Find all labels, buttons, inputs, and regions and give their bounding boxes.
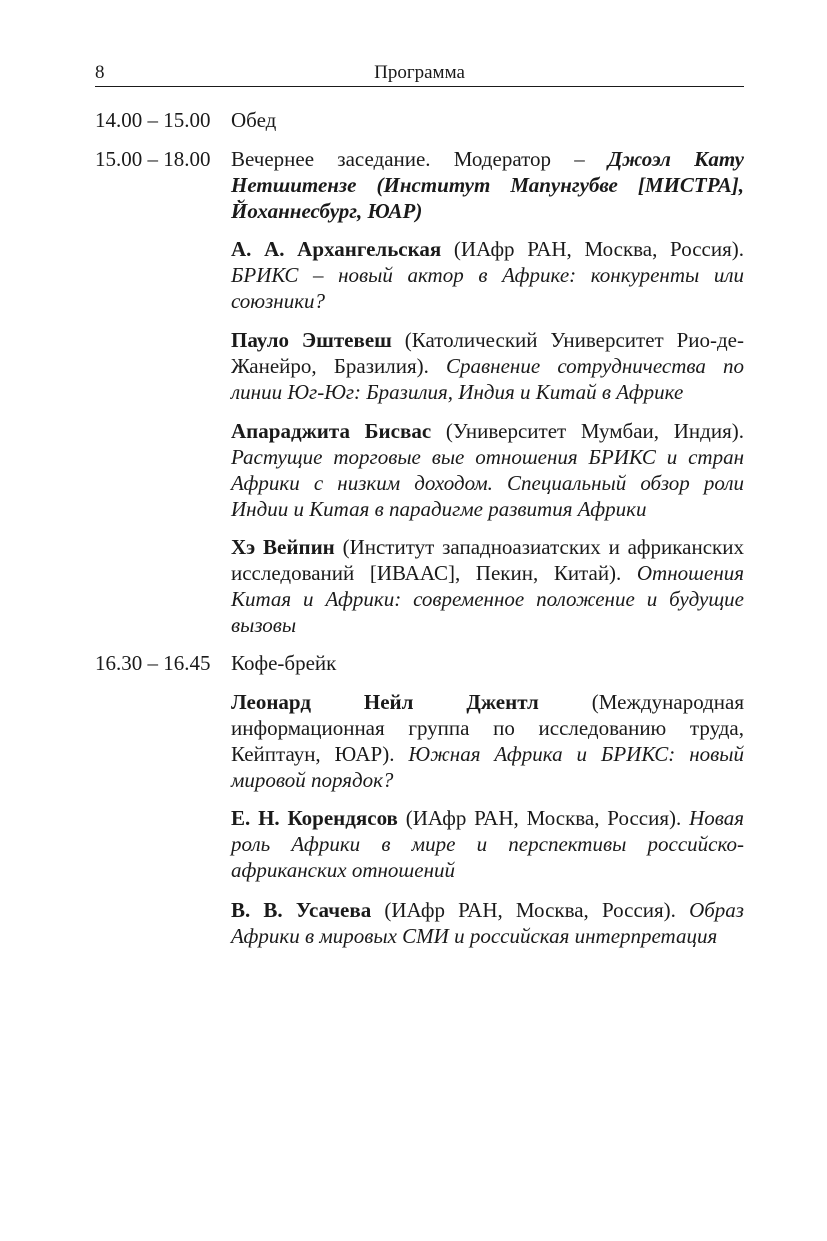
running-title: Программа: [374, 62, 465, 83]
talk-speaker: Е. Н. Корендясов: [231, 806, 398, 830]
talk-title: Образ Африки в мировых СМИ и российская интерпретация: [231, 898, 744, 948]
talk-affiliation: (Международная информационная группа по исследованию труда, Кейптаун, ЮАР).: [231, 690, 744, 766]
talk-affiliation: (ИАфр РАН, Москва, Россия).: [441, 237, 744, 261]
talk-speaker: А. А. Архангельская: [231, 237, 442, 261]
talk-title: Южная Африка и БРИКС: новый мировой порядок?: [231, 742, 744, 792]
talk-entry: [231, 418, 744, 522]
talk-speaker: Апараджита Бисвас: [231, 419, 432, 443]
talk-title: БРИКС – новый актор в Африке: конкуренты или союзники?: [231, 263, 744, 313]
talk-speaker: Хэ Вейпин: [231, 535, 335, 559]
talk-entry: [231, 534, 744, 638]
moderator: Джоэл Кату Нетшитензе (Институт Мапунгубве [МИСТРА], Йоханнесбург, ЮАР): [231, 147, 744, 223]
schedule-time: 16.30 – 16.45: [95, 651, 211, 675]
session-title-prefix: Вечернее заседание. Модератор –: [231, 147, 608, 171]
session-title: [231, 146, 744, 224]
schedule-title: Обед: [231, 108, 277, 132]
talk-entry: [231, 897, 744, 949]
talk-speaker: В. В. Усачева: [231, 898, 372, 922]
schedule-time: 14.00 – 15.00: [95, 108, 211, 132]
talk-speaker: Леонард Нейл Джентл: [231, 690, 539, 714]
talk-entry: [231, 236, 744, 314]
page-number: 8: [95, 62, 105, 83]
talk-title: Новая роль Африки в мире и перспективы российско-африканских отношений: [231, 806, 745, 882]
talk-affiliation: (Католический Университет Рио-де-Жанейро, Бразилия).: [231, 328, 744, 378]
talk-entry: [231, 805, 744, 883]
schedule-title: Кофе-брейк: [231, 651, 337, 675]
talk-entry: [231, 689, 744, 793]
page-header: [95, 58, 744, 87]
talk-affiliation: (Университет Мумбаи, Индия).: [431, 419, 744, 443]
schedule-time: 15.00 – 18.00: [95, 147, 211, 171]
talk-affiliation: (ИАфр РАН, Москва, Россия).: [397, 806, 690, 830]
talk-title: Растущие торговые вые отношения БРИКС и стран Африки с низким доходом. Специальный обзор роли Индии и Китая в парадигме развития Африки: [231, 445, 744, 521]
talk-entry: [231, 327, 744, 405]
talk-title: Отношения Китая и Африки: современное положение и будущие вызовы: [231, 561, 744, 637]
talk-affiliation: (ИАфр РАН, Москва, Россия).: [371, 898, 690, 922]
talk-speaker: Пауло Эштевеш: [231, 328, 392, 352]
talk-affiliation: (Институт западноазиатских и африканских исследований [ИВААС], Пекин, Китай).: [231, 535, 744, 585]
talk-title: Сравнение сотрудничества по линии Юг-Юг: Бразилия, Индия и Китай в Африке: [231, 354, 744, 404]
